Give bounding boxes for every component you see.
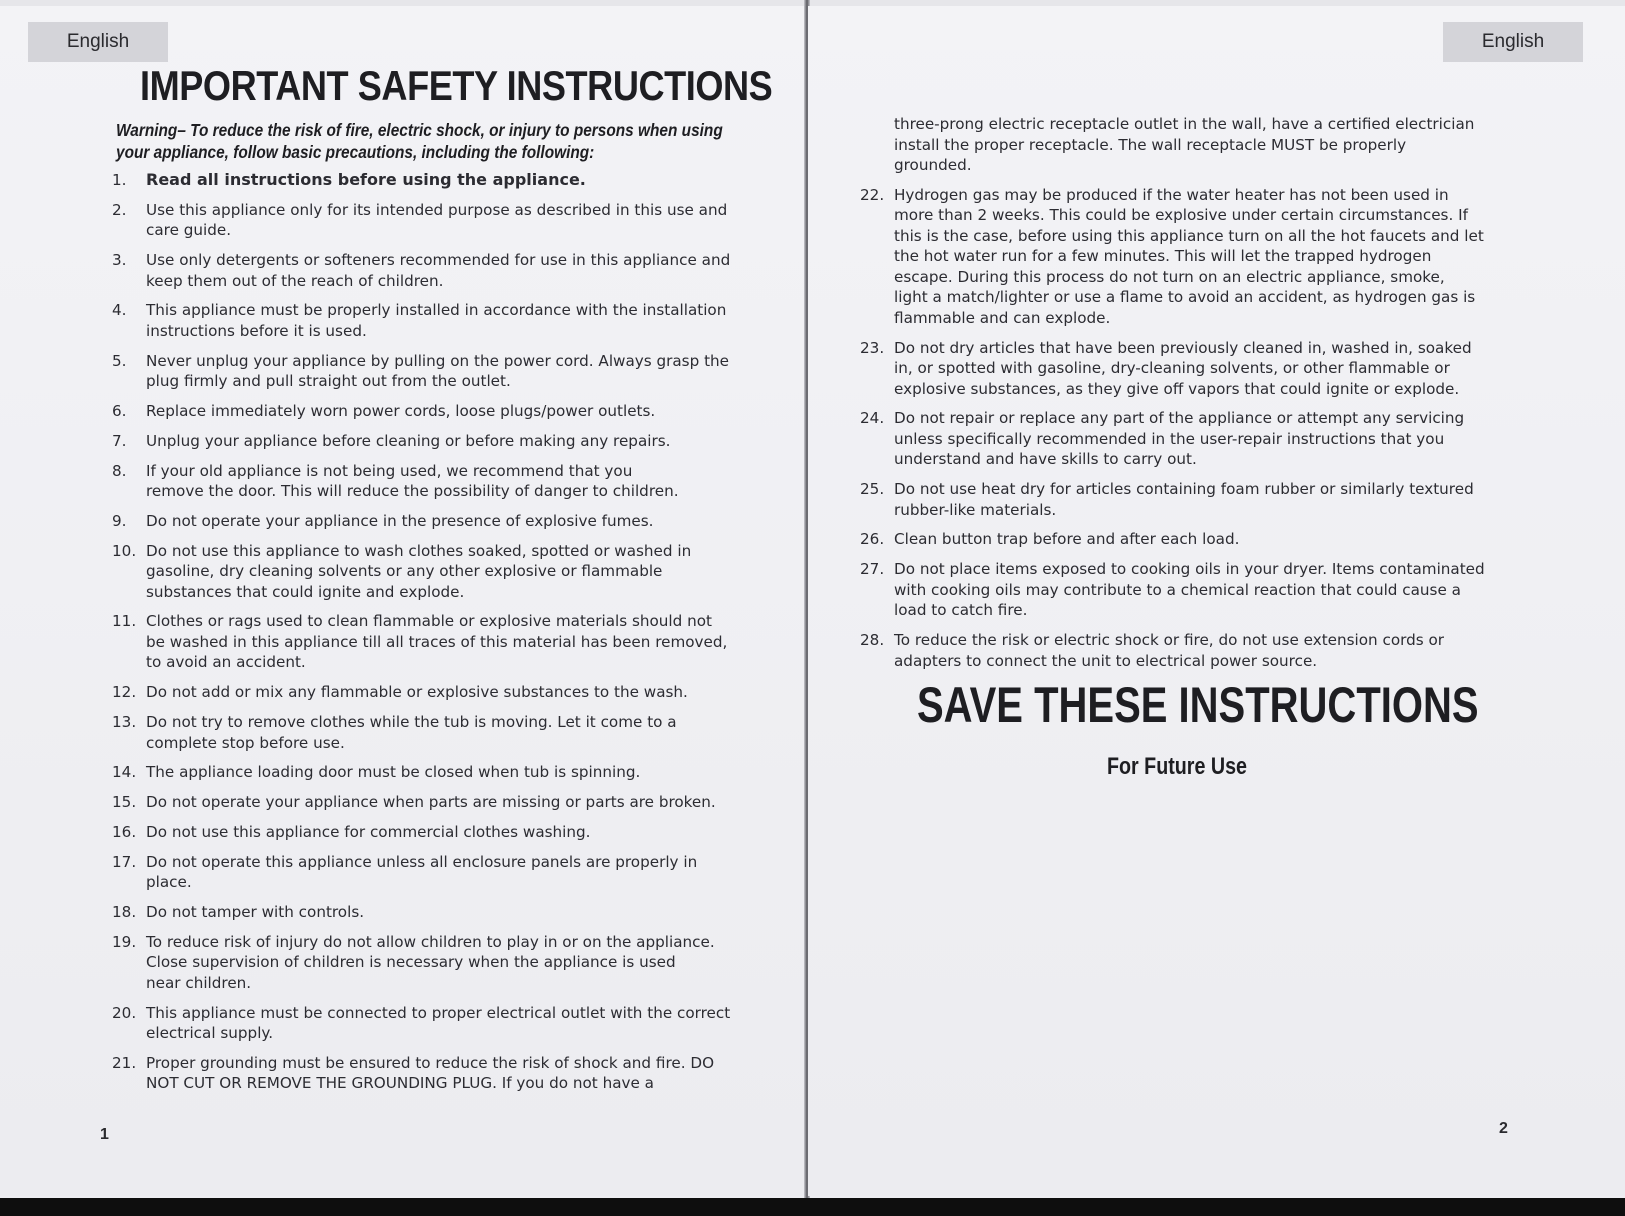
list-item-line xyxy=(112,250,742,271)
item-number xyxy=(860,651,894,672)
item-number xyxy=(860,580,894,601)
future-use-subheading: For Future Use xyxy=(1107,753,1247,780)
item-number: 23. xyxy=(860,338,885,357)
list-item-line xyxy=(112,611,742,632)
list-item-line xyxy=(112,1053,742,1074)
item-number xyxy=(112,561,146,582)
item-text: The appliance loading door must be closed when tub is spinning. xyxy=(146,763,641,782)
list-item-line xyxy=(860,155,1500,176)
item-number: 2. xyxy=(112,200,127,219)
item-text: escape. During this process do not turn on an electric appliance, smoke, xyxy=(894,267,1445,286)
item-text: light a match/lighter or use a flame to avoid an accident, as hydrogen gas is xyxy=(894,288,1476,307)
list-item-line xyxy=(860,287,1500,308)
list-item-line xyxy=(112,1073,742,1094)
language-tab-left: English xyxy=(28,22,168,62)
list-item-line xyxy=(860,267,1500,288)
item-number xyxy=(860,246,894,267)
item-number: 6. xyxy=(112,401,127,420)
item-number xyxy=(112,220,146,241)
item-number: 20. xyxy=(112,1003,137,1022)
item-number: 12. xyxy=(112,683,137,702)
safety-list-right xyxy=(860,114,1500,680)
item-number: 5. xyxy=(112,351,127,370)
item-number xyxy=(860,308,894,329)
item-text: unless specifically recommended in the user-repair instructions that you xyxy=(894,429,1445,448)
list-item-line xyxy=(112,541,742,562)
warning-text: Warning– To reduce the risk of fire, electric shock, or injury to persons when using your appliance, follow basic precautions, including the following: xyxy=(116,120,723,162)
item-number xyxy=(860,600,894,621)
list-item-line xyxy=(860,429,1500,450)
item-text: electrical supply. xyxy=(146,1024,274,1043)
list-item-line xyxy=(112,822,742,843)
list-item-line xyxy=(112,1003,742,1024)
item-number: 16. xyxy=(112,822,137,841)
list-item-line xyxy=(112,300,742,321)
list-item-line xyxy=(860,600,1500,621)
list-item-line xyxy=(860,205,1500,226)
item-number xyxy=(112,271,146,292)
item-number xyxy=(112,481,146,502)
item-number xyxy=(112,321,146,342)
list-item-line xyxy=(112,792,742,813)
list-item-line xyxy=(112,932,742,953)
item-text: grounded. xyxy=(894,156,972,174)
item-number xyxy=(860,429,894,450)
item-text: To reduce the risk or electric shock or fire, do not use extension cords or xyxy=(894,631,1445,650)
item-text: load to catch fire. xyxy=(894,601,1028,620)
list-item-line xyxy=(112,401,742,422)
item-text: gasoline, dry cleaning solvents or any other explosive or flammable xyxy=(146,562,663,581)
item-number xyxy=(860,379,894,400)
list-item-line xyxy=(112,200,742,221)
item-number xyxy=(112,582,146,603)
item-text: near children. xyxy=(146,973,252,992)
list-item-line xyxy=(112,220,742,241)
item-number: 18. xyxy=(112,903,137,922)
list-item-line xyxy=(112,461,742,482)
item-text: Do not use heat dry for articles containing foam rubber or similarly textured xyxy=(894,480,1474,499)
item-number: 14. xyxy=(112,763,137,782)
list-item-line xyxy=(860,500,1500,521)
list-item-line xyxy=(860,246,1500,267)
item-text: place. xyxy=(146,873,192,892)
list-item-line xyxy=(860,338,1500,359)
item-text: be washed in this appliance till all traces of this material has been removed, xyxy=(146,632,728,651)
list-item-line xyxy=(112,561,742,582)
item-text: This appliance must be properly installed in accordance with the installation xyxy=(146,301,727,320)
item-text: Unplug your appliance before cleaning or before making any repairs. xyxy=(146,431,671,450)
item-number: 9. xyxy=(112,511,127,530)
list-item-line xyxy=(860,408,1500,429)
list-item-line xyxy=(112,271,742,292)
item-text: Hydrogen gas may be produced if the water heater has not been used in xyxy=(894,185,1449,204)
item-text: Do not dry articles that have been previously cleaned in, washed in, soaked xyxy=(894,338,1472,357)
list-item-line xyxy=(112,852,742,873)
list-item-line xyxy=(112,481,742,502)
item-number xyxy=(112,1023,146,1044)
item-number: 11. xyxy=(112,612,137,631)
list-item-line xyxy=(112,872,742,893)
page-title: IMPORTANT SAFETY INSTRUCTIONS xyxy=(140,62,773,109)
list-item-line xyxy=(860,185,1500,206)
item-text: Never unplug your appliance by pulling on the power cord. Always grasp the xyxy=(146,351,729,370)
item-number: 21. xyxy=(112,1053,137,1072)
list-item-line xyxy=(112,351,742,372)
item-text: Proper grounding must be ensured to reduce the risk of shock and fire. DO xyxy=(146,1053,715,1072)
item-number: 10. xyxy=(112,541,137,560)
item-text: Replace immediately worn power cords, loose plugs/power outlets. xyxy=(146,401,656,420)
item-text: Do not add or mix any flammable or explosive substances to the wash. xyxy=(146,683,688,702)
item-number: 1. xyxy=(112,171,127,189)
item-text: to avoid an accident. xyxy=(146,653,306,672)
list-item-line xyxy=(860,559,1500,580)
list-item-line xyxy=(860,135,1500,156)
item-text: Do not place items exposed to cooking oils in your dryer. Items contaminated xyxy=(894,560,1485,579)
item-number: 19. xyxy=(112,932,137,951)
list-item-line xyxy=(112,582,742,603)
item-number: 25. xyxy=(860,480,885,499)
item-text: To reduce risk of injury do not allow children to play in or on the appliance. xyxy=(146,932,715,951)
item-number xyxy=(860,205,894,226)
item-number xyxy=(112,973,146,994)
list-item-line xyxy=(860,358,1500,379)
item-number xyxy=(860,226,894,247)
item-text: Use only detergents or softeners recommended for use in this appliance and xyxy=(146,251,731,270)
item-text: Use this appliance only for its intended purpose as described in this use and xyxy=(146,200,728,219)
list-item-line xyxy=(860,630,1500,651)
item-text: Do not use this appliance for commercial clothes washing. xyxy=(146,822,591,841)
list-item-line xyxy=(860,308,1500,329)
list-item-line xyxy=(112,902,742,923)
item-number xyxy=(112,952,146,973)
item-text: instructions before it is used. xyxy=(146,321,367,340)
item-text: If your old appliance is not being used, we recommend that you xyxy=(146,461,633,480)
item-text: flammable and can explode. xyxy=(894,308,1111,327)
item-text: Do not operate your appliance in the presence of explosive fumes. xyxy=(146,511,654,530)
bottom-edge xyxy=(0,1198,1625,1216)
list-item-line xyxy=(860,529,1500,550)
item-text: Clothes or rags used to clean flammable or explosive materials should not xyxy=(146,612,712,631)
item-text: with cooking oils may contribute to a chemical reaction that could cause a xyxy=(894,580,1461,599)
item-text: remove the door. This will reduce the possibility of danger to children. xyxy=(146,482,679,501)
item-number xyxy=(860,267,894,288)
item-text: Do not operate this appliance unless all enclosure panels are properly in xyxy=(146,852,698,871)
item-number xyxy=(860,449,894,470)
item-number xyxy=(112,652,146,673)
item-text: care guide. xyxy=(146,221,232,240)
item-text: substances that could ignite and explode. xyxy=(146,582,465,601)
item-number: 15. xyxy=(112,793,137,812)
item-text: in, or spotted with gasoline, dry-cleaning solvents, or other flammable or xyxy=(894,359,1450,378)
language-tab-right: English xyxy=(1443,22,1583,62)
item-text: this is the case, before using this appliance turn on all the hot faucets and let xyxy=(894,226,1484,245)
left-page xyxy=(0,6,808,1196)
list-item-line xyxy=(860,449,1500,470)
item-number xyxy=(112,872,146,893)
list-item-line xyxy=(112,321,742,342)
list-item-line xyxy=(860,379,1500,400)
item-text: adapters to connect the unit to electrical power source. xyxy=(894,651,1318,670)
save-instructions-heading: SAVE THESE INSTRUCTIONS xyxy=(917,677,1479,733)
item-number xyxy=(860,287,894,308)
item-text: NOT CUT OR REMOVE THE GROUNDING PLUG. If you do not have a xyxy=(146,1074,654,1093)
item-number xyxy=(860,500,894,521)
item-number: 26. xyxy=(860,530,885,549)
list-item-line xyxy=(112,682,742,703)
list-item-line xyxy=(860,651,1500,672)
list-item-line xyxy=(112,371,742,392)
page-number-left: 1 xyxy=(100,1126,109,1143)
item-text: This appliance must be connected to proper electrical outlet with the correct xyxy=(146,1003,731,1022)
item-number: 13. xyxy=(112,713,137,732)
item-number: 28. xyxy=(860,631,885,650)
item-number: 24. xyxy=(860,409,885,428)
item-number: 27. xyxy=(860,560,885,579)
list-item-line xyxy=(860,479,1500,500)
item-number xyxy=(112,733,146,754)
item-number xyxy=(112,632,146,653)
item-number: 3. xyxy=(112,251,127,270)
item-text: complete stop before use. xyxy=(146,733,345,752)
list-item-line xyxy=(112,511,742,532)
list-item-line xyxy=(860,226,1500,247)
item-number: 7. xyxy=(112,431,127,450)
safety-list-left xyxy=(112,170,742,1103)
list-item-line xyxy=(112,712,742,733)
item-number: 4. xyxy=(112,301,127,320)
item-number: 8. xyxy=(112,461,127,480)
page-number-right: 2 xyxy=(1499,1120,1508,1137)
list-item-line xyxy=(112,973,742,994)
item-text: Do not operate your appliance when parts are missing or parts are broken. xyxy=(146,793,716,812)
item-text: Do not use this appliance to wash clothes soaked, spotted or washed in xyxy=(146,541,692,560)
item-number xyxy=(112,1073,146,1094)
list-item-line xyxy=(112,652,742,673)
item-text: Do not try to remove clothes while the tub is moving. Let it come to a xyxy=(146,713,677,732)
list-item-line xyxy=(112,170,742,191)
item-number: 22. xyxy=(860,185,885,204)
item-text: more than 2 weeks. This could be explosive under certain circumstances. If xyxy=(894,206,1468,225)
item-text: rubber-like materials. xyxy=(894,500,1057,519)
item-number: 17. xyxy=(112,852,137,871)
item-text: Clean button trap before and after each load. xyxy=(894,530,1240,549)
item-text: keep them out of the reach of children. xyxy=(146,271,444,290)
list-item-line xyxy=(112,1023,742,1044)
item-text: explosive substances, as they give off vapors that could ignite or explode. xyxy=(894,379,1460,398)
list-item-line xyxy=(860,114,1500,135)
item-text: Read all instructions before using the appliance. xyxy=(146,170,586,189)
item-text: Do not tamper with controls. xyxy=(146,903,365,922)
list-item-line xyxy=(112,762,742,783)
item-number xyxy=(112,371,146,392)
item-text: Close supervision of children is necessary when the appliance is used xyxy=(146,953,676,972)
item-text: install the proper receptacle. The wall receptacle MUST be properly xyxy=(894,135,1407,154)
list-item-line xyxy=(860,580,1500,601)
list-item-line xyxy=(112,952,742,973)
item-text: understand and have skills to carry out. xyxy=(894,450,1197,469)
list-item-line xyxy=(112,733,742,754)
list-item-line xyxy=(112,632,742,653)
item-text: three-prong electric receptacle outlet in the wall, have a certified electrician xyxy=(894,115,1475,133)
list-item-line xyxy=(112,431,742,452)
item-text: Do not repair or replace any part of the appliance or attempt any servicing xyxy=(894,409,1465,428)
item-number xyxy=(860,358,894,379)
item-text: the hot water run for a few minutes. This will let the trapped hydrogen xyxy=(894,247,1432,266)
item-text: plug firmly and pull straight out from the outlet. xyxy=(146,372,511,391)
